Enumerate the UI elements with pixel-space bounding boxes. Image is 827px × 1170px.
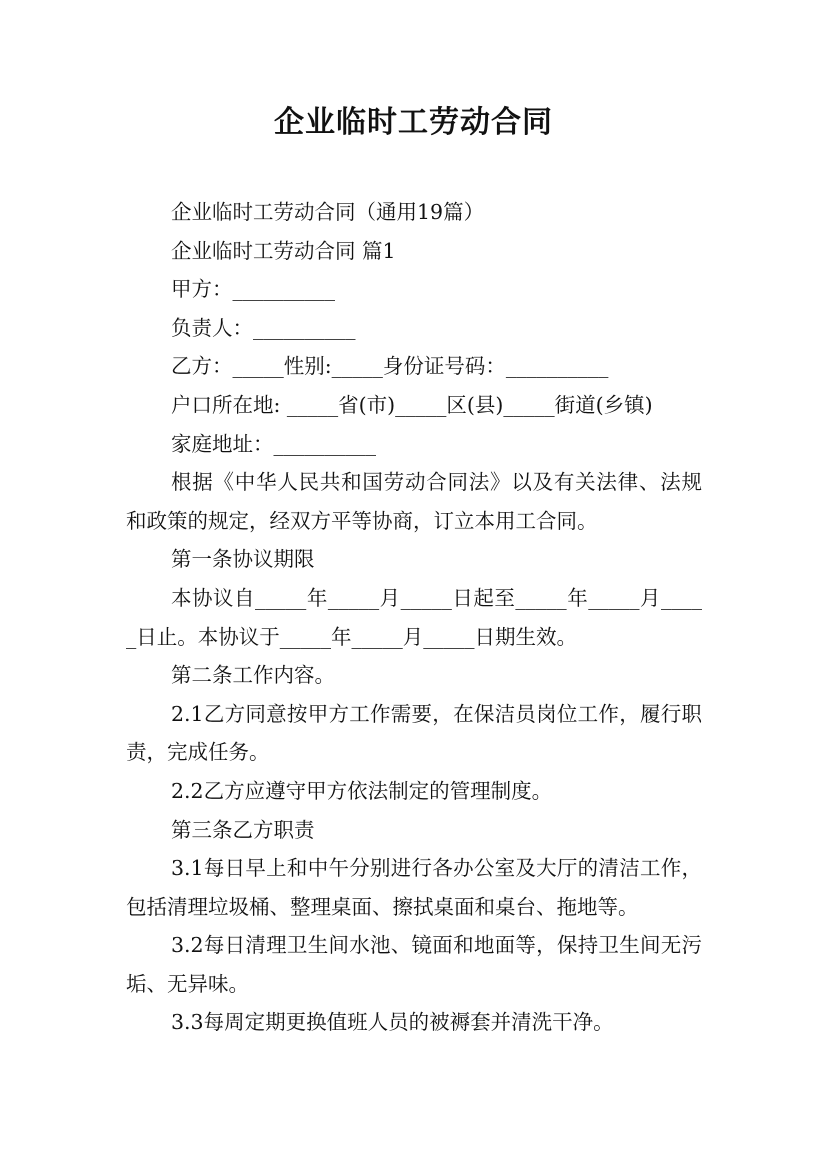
- article-1-heading: 第一条协议期限: [171, 547, 315, 572]
- clause-2-1: 2.1乙方同意按甲方工作需要，在保洁员岗位工作，履行职责，完成任务。: [126, 701, 702, 765]
- paragraph-subtitle: 企业临时工劳动合同（通用19篇）: [171, 200, 485, 224]
- article-2-heading: 第二条工作内容。: [171, 663, 335, 688]
- article-1-term: 本协议自_____年_____月_____日起至_____年_____月_____日止。本协议于_____年_____月_____日期生效。: [126, 585, 702, 649]
- document-title: 企业临时工劳动合同: [274, 105, 553, 140]
- field-responsible-person: 负责人：__________: [171, 315, 356, 340]
- clause-3-3: 3.3每周定期更换值班人员的被褥套并清洗干净。: [171, 1010, 614, 1035]
- field-household-registration: 户口所在地: _____省(市)_____区(县)_____街道(乡镇): [171, 392, 653, 417]
- field-party-a: 甲方：__________: [171, 277, 335, 302]
- document-body: [126, 193, 702, 1042]
- field-party-b: 乙方：_____性别:_____身份证号码：__________: [171, 354, 609, 379]
- article-3-heading: 第三条乙方职责: [171, 817, 315, 842]
- field-home-address: 家庭地址：__________: [171, 431, 376, 456]
- clause-2-2: 2.2乙方应遵守甲方依法制定的管理制度。: [171, 778, 553, 803]
- paragraph-preamble: 根据《中华人民共和国劳动合同法》以及有关法律、法规和政策的规定，经双方平等协商，订立本用工合同。: [126, 470, 702, 533]
- clause-3-1: 3.1每日早上和中午分别进行各办公室及大厅的清洁工作，包括清理垃圾桶、整理桌面、擦拭桌面和桌台、拖地等。: [126, 856, 702, 919]
- paragraph-section-heading: 企业临时工劳动合同 篇1: [171, 238, 396, 263]
- clause-3-2: 3.2每日清理卫生间水池、镜面和地面等，保持卫生间无污垢、无异味。: [126, 933, 702, 996]
